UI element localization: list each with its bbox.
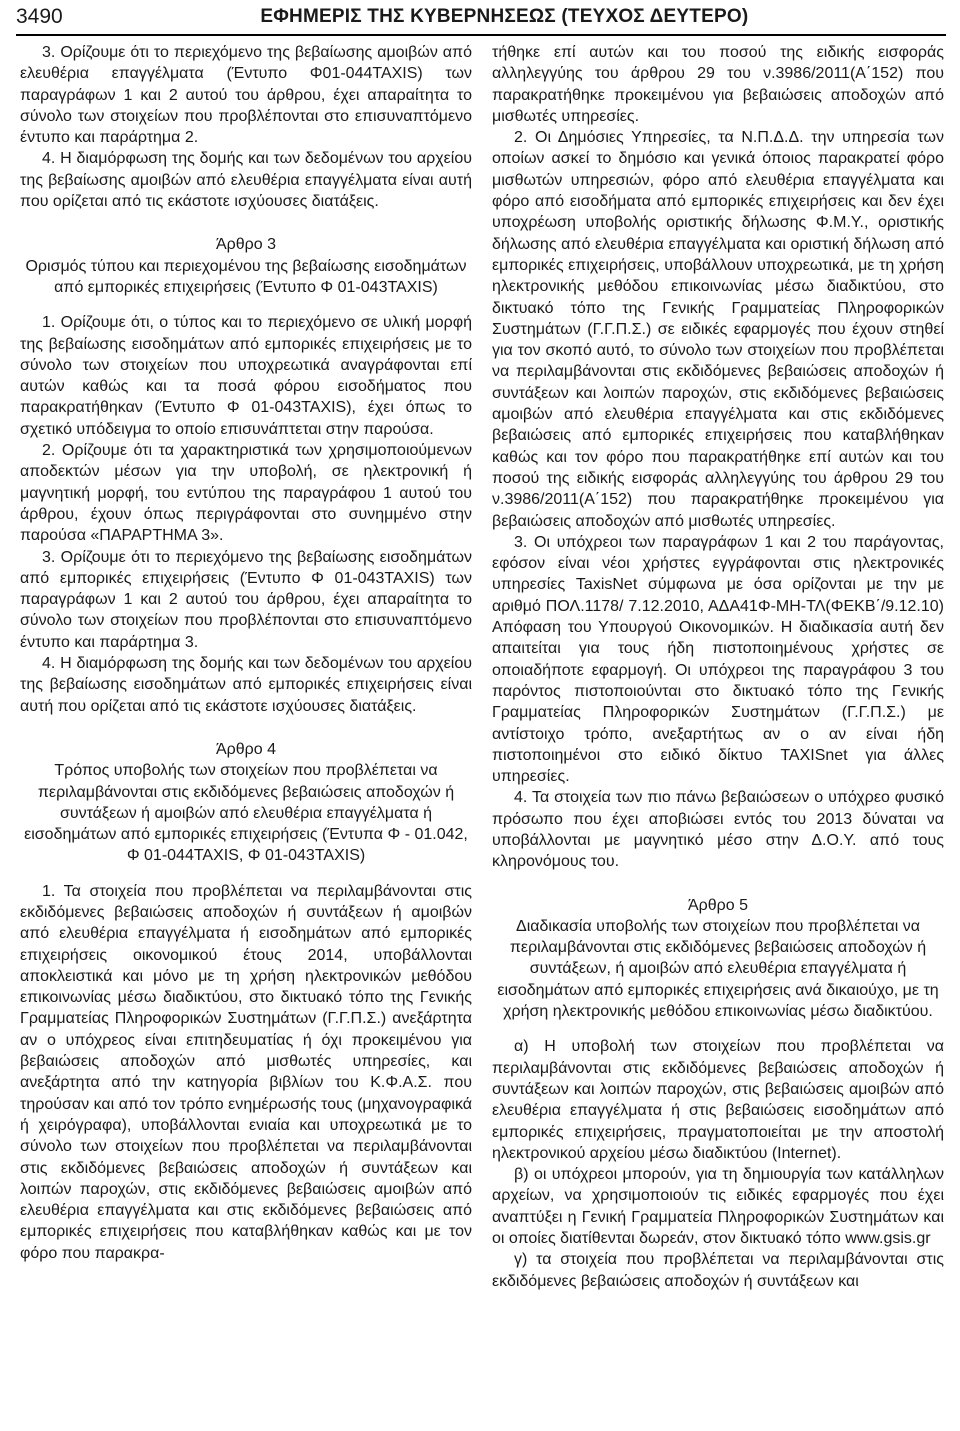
article-title: Τρόπος υποβολής των στοιχείων που προβλέπεται να περιλαμβάνονται στις εκδιδόμενες βεβαιώσεις αποδοχών ή συντάξεων ή αμοιβών από ελευθέρια επαγγέλματα ή εισοδημάτων από εμπορικές επιχειρήσεις (Έντυπα Φ - 01.042, Φ 01-044TAXIS, Φ 01-043TAXIS) bbox=[24, 762, 468, 865]
paragraph: 2. Ορίζουμε ότι τα χαρακτηριστικά των χρησιμοποιούμενων αποδεκτών μέσων για την υποβολή, σε ηλεκτρονική ή μαγνητική μορφή, του εντύπου της παραγράφου 1 αυτού του άρθρου, έχουν όπως περιγράφονται στο συνημμένο στην παρούσα «ΠΑΡΑΡΤΗΜΑ 3». bbox=[20, 442, 472, 545]
page-header bbox=[16, 0, 946, 36]
article-number: Άρθρο 4 bbox=[215, 740, 277, 758]
paragraph: 3. Ορίζουμε ότι το περιεχόμενο της βεβαίωσης αμοιβών από ελευθέρια επαγγέλματα (Έντυπο Φ01-044TAXIS) των παραγράφων 1 και 2 αυτού του άρθρου, έχει απαραίτητα το σύνολο των στοιχείων που προβλέπονται στο επισυναπτόμενο έντυπο και παράρτημα 2. bbox=[20, 44, 472, 147]
paragraph: α) Η υποβολή των στοιχείων που προβλέπεται να περιλαμβάνονται στις εκδιδόμενες βεβαιώσεις αποδοχών ή συντάξεων και λοιπών παροχών, στις βεβαιώσεις αμοιβών από ελευθέρια επαγγέλματα ή στις βεβαιώσεις εισοδημάτων από εμπορικές επιχειρήσεις, πραγματοποιείται με την αποστολή ηλεκτρονικού αρχείου μέσω διαδικτύου (Internet). bbox=[492, 1038, 944, 1162]
paragraph: 4. Τα στοιχεία των πιο πάνω βεβαιώσεων ο υπόχρεο φυσικό πρόσωπο που έχει αποβιώσει εντός του 2013 δύναται να υποβάλλονται με μαγνητικό μέσο στην Δ.Ο.Υ. από τους κληρονόμους του. bbox=[492, 789, 944, 871]
article-number: Άρθρο 5 bbox=[687, 896, 749, 914]
paragraph: 4. Η διαμόρφωση της δομής και των δεδομένων του αρχείου της βεβαίωσης αμοιβών από ελευθέρια επαγγέλματα είναι αυτή που ορίζεται από τις εκάστοτε ισχύουσες διατάξεις. bbox=[20, 150, 472, 211]
paragraph: β) οι υπόχρεοι μπορούν, για τη δημιουργία των κατάλληλων αρχείων, να χρησιμοποιούν τις ειδικές εφαρμογές που έχει αναπτύξει η Γενική Γραμματεία Πληροφορικών Συστημάτων και οι οποίες διατίθενται δωρεάν, στον δικτυακό τόπο www.gsis.gr bbox=[492, 1166, 944, 1248]
article-3-heading bbox=[20, 234, 472, 298]
paragraph: 3. Ορίζουμε ότι το περιεχόμενο της βεβαίωσης εισοδημάτων από εμπορικές επιχειρήσεις (Έντυπο Φ 01-043TAXIS) των παραγράφων 1 και 2 αυτού του άρθρου, έχει απαραίτητα το σύνολο των στοιχείων που προβλέπονται στο επισυναπτόμενο έντυπο και παράρτημα 3. bbox=[20, 548, 472, 651]
article-5-heading bbox=[492, 895, 944, 1023]
article-title: Ορισμός τύπου και περιεχομένου της βεβαίωσης εισοδημάτων από εμπορικές επιχειρήσεις (Έντυπο Φ 01-043TAXIS) bbox=[25, 257, 467, 296]
paragraph: γ) τα στοιχεία που προβλέπεται να περιλαμβάνονται στις εκδιδόμενες βεβαιώσεις αποδοχών ή συντάξεων και bbox=[492, 1251, 944, 1290]
paragraph: 2. Οι Δημόσιες Υπηρεσίες, τα Ν.Π.Δ.Δ. την υπηρεσία των οποίων ασκεί το δημόσιο και γενικά όποιος παρακρατεί φόρο μισθωτών υπηρεσιών, φόρο από ελευθέρια επαγγέλματα και φόρο από εισοδήματα από εμπορικές επιχειρήσεις και δεν έχει υποχρέωση υποβολής οριστικής δήλωσης Φ.Μ.Υ., οριστικής δήλωσης από ελευθέρια επαγγέλματα και οριστική δήλωση από εμπορικές επιχειρήσεις, υποβάλλουν υποχρεωτικά, με τη χρήση ηλεκτρονικής μεθόδου επικοινωνίας μέσω διαδικτύου, στο δικτυακό τόπο της Γενικής Γραμματείας Πληροφορικών Συστημάτων (Γ.Γ.Π.Σ.) σε ειδικές εφαρμογές που έχουν στηθεί για τον σκοπό αυτό, το σύνολο των στοιχείων που προβλέπεται να περιλαμβάνονται στις εκδιδόμενες βεβαιώσεις αποδοχών ή συντάξεων και λοιπών παροχών, στις εκδιδόμενες βεβαιώσεις αμοιβών από ελευθέρια επαγγέλματα και στις εκδιδόμενες βεβαιώσεις από εμπορικές επιχειρήσεις που καταβλήθηκαν καθώς και τον φόρο που παρακρατήθηκε επί αυτών και του ποσού της ειδικής εισφοράς αλληλεγγύης του άρθρου 29 του ν.3986/2011(Α΄152) που παρακρατήθηκε προκειμένου για βεβαιώσεις αποδοχών από μισθωτές υπηρεσίες. bbox=[492, 129, 944, 530]
paragraph: 1. Τα στοιχεία που προβλέπεται να περιλαμβάνονται στις εκδιδόμενες βεβαιώσεις αποδοχών ή συντάξεων ή αμοιβών από ελευθέρια επαγγέλματα ή εισοδημάτων από εμπορικές επιχειρήσεις οικονομικού έτους 2014, υποβάλλονται αποκλειστικά και μόνο με τη χρήση ηλεκτρονικών μεθόδου επικοινωνίας μέσω διαδικτύου, στο δικτυακό τόπο της Γενικής Γραμματείας Πληροφορικών Συστημάτων (Γ.Γ.Π.Σ.) ανεξάρτητα αν ο υπόχρεος είναι επιτηδευματίας ή όχι προκειμένου για βεβαιώσεις αποδοχών από μισθωτές υπηρεσίες, και ανεξάρτητα από την κατηγορία βιβλίων του Κ.Φ.Α.Σ. που τηρούσαν και από τον τρόπο ενημέρωσής τους (μηχανογραφικά ή χειρόγραφα), υποβάλλονται ενιαία και υποχρεωτικά με το σύνολο των στοιχείων που προβλέπεται να περιλαμβάνονται στις εκδιδόμενες βεβαιώσεις αποδοχών ή συντάξεων και λοιπών παροχών, στις εκδιδόμενες βεβαιώσεις αμοιβών από ελευθέρια επαγγέλματα και στις εκδιδόμενες βεβαιώσεις από εμπορικές επιχειρήσεις που καταβλήθηκαν καθώς και με τον φόρο που παρακρα- bbox=[20, 882, 472, 1262]
article-number: Άρθρο 3 bbox=[215, 236, 277, 254]
article-title: Διαδικασία υποβολής των στοιχείων που προβλέπεται να περιλαμβάνονται στις εκδιδόμενες βεβαιώσεις αποδοχών ή συντάξεων, ή αμοιβών από ελευθέρια επαγγέλματα ή εισοδημάτων από εμπορικές επιχειρήσεις ανά δικαιούχο, με τη χρήση ηλεκτρονικής μεθόδου επικοινωνίας μέσω διαδικτύου. bbox=[497, 917, 939, 1021]
paragraph-continuation: τήθηκε επί αυτών και του ποσού της ειδικής εισφοράς αλληλεγγύης του άρθρου 29 του ν.3986/2011(Α΄152) που παρακρατήθηκε προκειμένου για βεβαιώσεις αποδοχών από μισθωτές υπηρεσίες. bbox=[492, 44, 944, 125]
paragraph: 4. Η διαμόρφωση της δομής και των δεδομένων του αρχείου της βεβαίωσης εισοδημάτων από εμπορικές επιχειρήσεις είναι αυτή που ορίζεται από τις εκάστοτε ισχύουσες διατάξεις. bbox=[20, 655, 472, 715]
article-4-heading bbox=[20, 739, 472, 867]
journal-title: ΕΦΗΜΕΡΙΣ ΤΗΣ ΚΥΒΕΡΝΗΣΕΩΣ (ΤΕΥΧΟΣ ΔΕΥΤΕΡΟ) bbox=[260, 6, 749, 27]
page-number: 3490 bbox=[16, 5, 63, 28]
right-column bbox=[492, 42, 944, 1292]
paragraph: 1. Ορίζουμε ότι, ο τύπος και το περιεχόμενο σε υλική μορφή της βεβαίωσης εισοδημάτων από εμπορικές επιχειρήσεις με το σύνολο των στοιχείων που υποχρεωτικά αναγράφονται επί αυτών καθώς και τα ποσά φόρου εισοδήματος που παρακρατήθηκαν (Έντυπο Φ 01-043TAXIS), έχει όπως το σχετικό υπόδειγμα το οποίο επισυνάπτεται στην παρούσα. bbox=[20, 314, 472, 438]
paragraph: 3. Οι υπόχρεοι των παραγράφων 1 και 2 του παράγοντας, εφόσον είναι νέοι χρήστες εγγράφονται στις ηλεκτρονικές υπηρεσίες TaxisNet σύμφωνα με όσα ορίζονται με την με αριθμό ΠΟΛ.1178/ 7.12.2010, ΑΔΑ41Φ-ΜΗ-ΤΛ(ΦΕΚΒ΄/9.12.10) Απόφαση του Υπουργού Οικονομικών. Η διαδικασία αυτή δεν απαιτείται για τους ήδη πιστοποιημένους χρήστες σε οποιαδήποτε εφαρμογή. Οι υπόχρεοι της παραγράφου 3 του παρόντος πιστοποιούνται στο δικτυακό τόπο της Γενικής Γραμματείας Πληροφορικών Συστημάτων (Γ.Γ.Π.Σ.) με αντίστοιχο τρόπο, ανεξαρτήτως αν ο αν είναι ήδη πιστοποιημένοι στο ειδικό δίκτυο TAXISnet για άλλες υπηρεσίες. bbox=[492, 533, 944, 786]
left-column bbox=[20, 42, 472, 1264]
